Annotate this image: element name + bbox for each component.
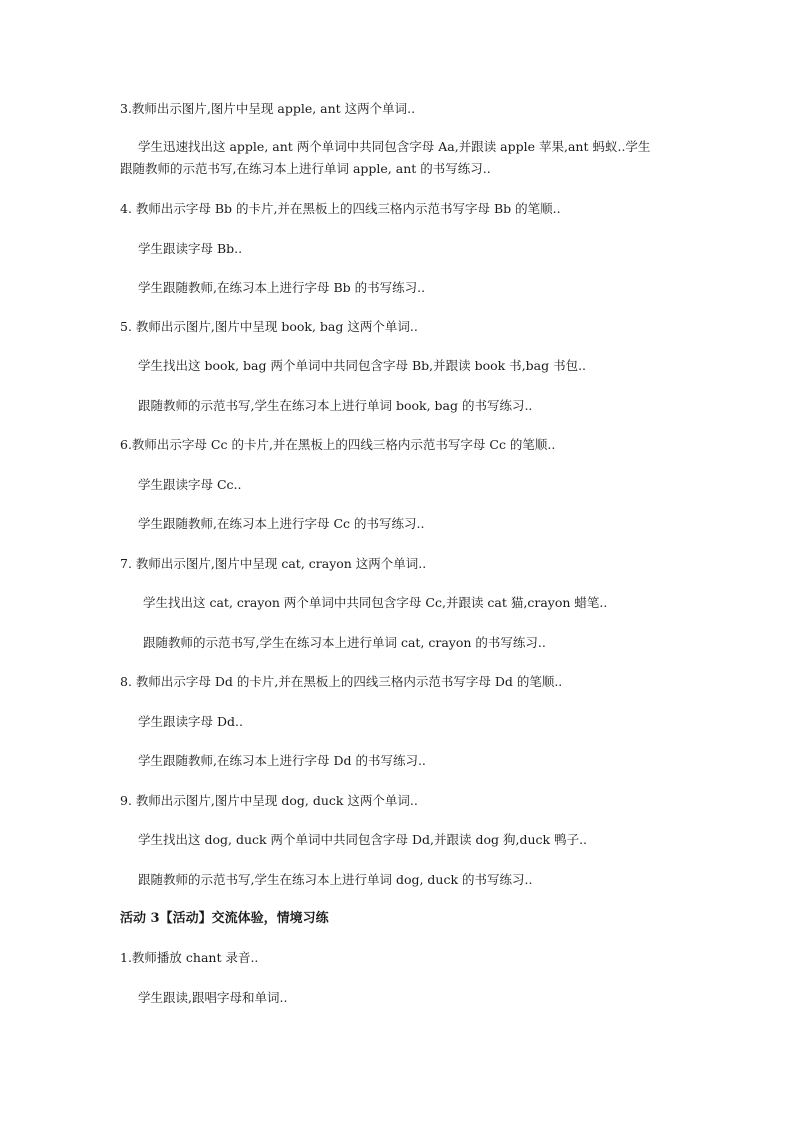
activity-3-heading: 活动 3【活动】交流体验，情境习练 xyxy=(120,911,329,926)
step-3-student-line-1: 学生迅速找出这 apple, ant 两个单词中共同包含字母 Aa,并跟读 apple 苹果,ant 蚂蚁..学生 xyxy=(138,139,651,154)
step-8-text: 8. 教师出示字母 Dd 的卡片,并在黑板上的四线三格内示范书写字母 Dd 的笔顺.. xyxy=(120,674,563,689)
activity-3-student-sing: 学生跟读,跟唱字母和单词.. xyxy=(138,990,288,1005)
step-6-student-write: 学生跟随教师,在练习本上进行字母 Cc 的书写练习.. xyxy=(138,516,425,531)
step-3-student-line-2: 跟随教师的示范书写,在练习本上进行单词 apple, ant 的书写练习.. xyxy=(120,161,491,176)
step-8-student-read: 学生跟读字母 Dd.. xyxy=(138,714,243,729)
step-6-text: 6.教师出示字母 Cc 的卡片,并在黑板上的四线三格内示范书写字母 Cc 的笔顺.. xyxy=(120,437,556,452)
step-9-text: 9. 教师出示图片,图片中呈现 dog, duck 这两个单词.. xyxy=(120,793,418,808)
step-6-student-read: 学生跟读字母 Cc.. xyxy=(138,477,242,492)
step-4-student-write: 学生跟随教师,在练习本上进行字母 Bb 的书写练习.. xyxy=(138,280,426,295)
step-4-text: 4. 教师出示字母 Bb 的卡片,并在黑板上的四线三格内示范书写字母 Bb 的笔顺.. xyxy=(120,201,561,216)
step-7-student-find: 学生找出这 cat, crayon 两个单词中共同包含字母 Cc,并跟读 cat 猫,crayon 蜡笔.. xyxy=(143,595,608,610)
step-7-text: 7. 教师出示图片,图片中呈现 cat, crayon 这两个单词.. xyxy=(120,556,427,571)
step-8-student-write: 学生跟随教师,在练习本上进行字母 Dd 的书写练习.. xyxy=(138,753,426,768)
step-9-student-write: 跟随教师的示范书写,学生在练习本上进行单词 dog, duck 的书写练习.. xyxy=(138,872,533,887)
step-4-student-read: 学生跟读字母 Bb.. xyxy=(138,241,243,256)
step-5-text: 5. 教师出示图片,图片中呈现 book, bag 这两个单词.. xyxy=(120,319,418,334)
step-9-student-find: 学生找出这 dog, duck 两个单词中共同包含字母 Dd,并跟读 dog 狗,duck 鸭子.. xyxy=(138,832,588,847)
step-7-student-write: 跟随教师的示范书写,学生在练习本上进行单词 cat, crayon 的书写练习.. xyxy=(143,635,546,650)
activity-3-step-1-text: 1.教师播放 chant 录音.. xyxy=(120,950,259,965)
step-5-student-write: 跟随教师的示范书写,学生在练习本上进行单词 book, bag 的书写练习.. xyxy=(138,398,533,413)
step-5-student-find: 学生找出这 book, bag 两个单词中共同包含字母 Bb,并跟读 book 书,bag 书包.. xyxy=(138,358,587,373)
step-3-text: 3.教师出示图片,图片中呈现 apple, ant 这两个单词.. xyxy=(120,101,416,116)
